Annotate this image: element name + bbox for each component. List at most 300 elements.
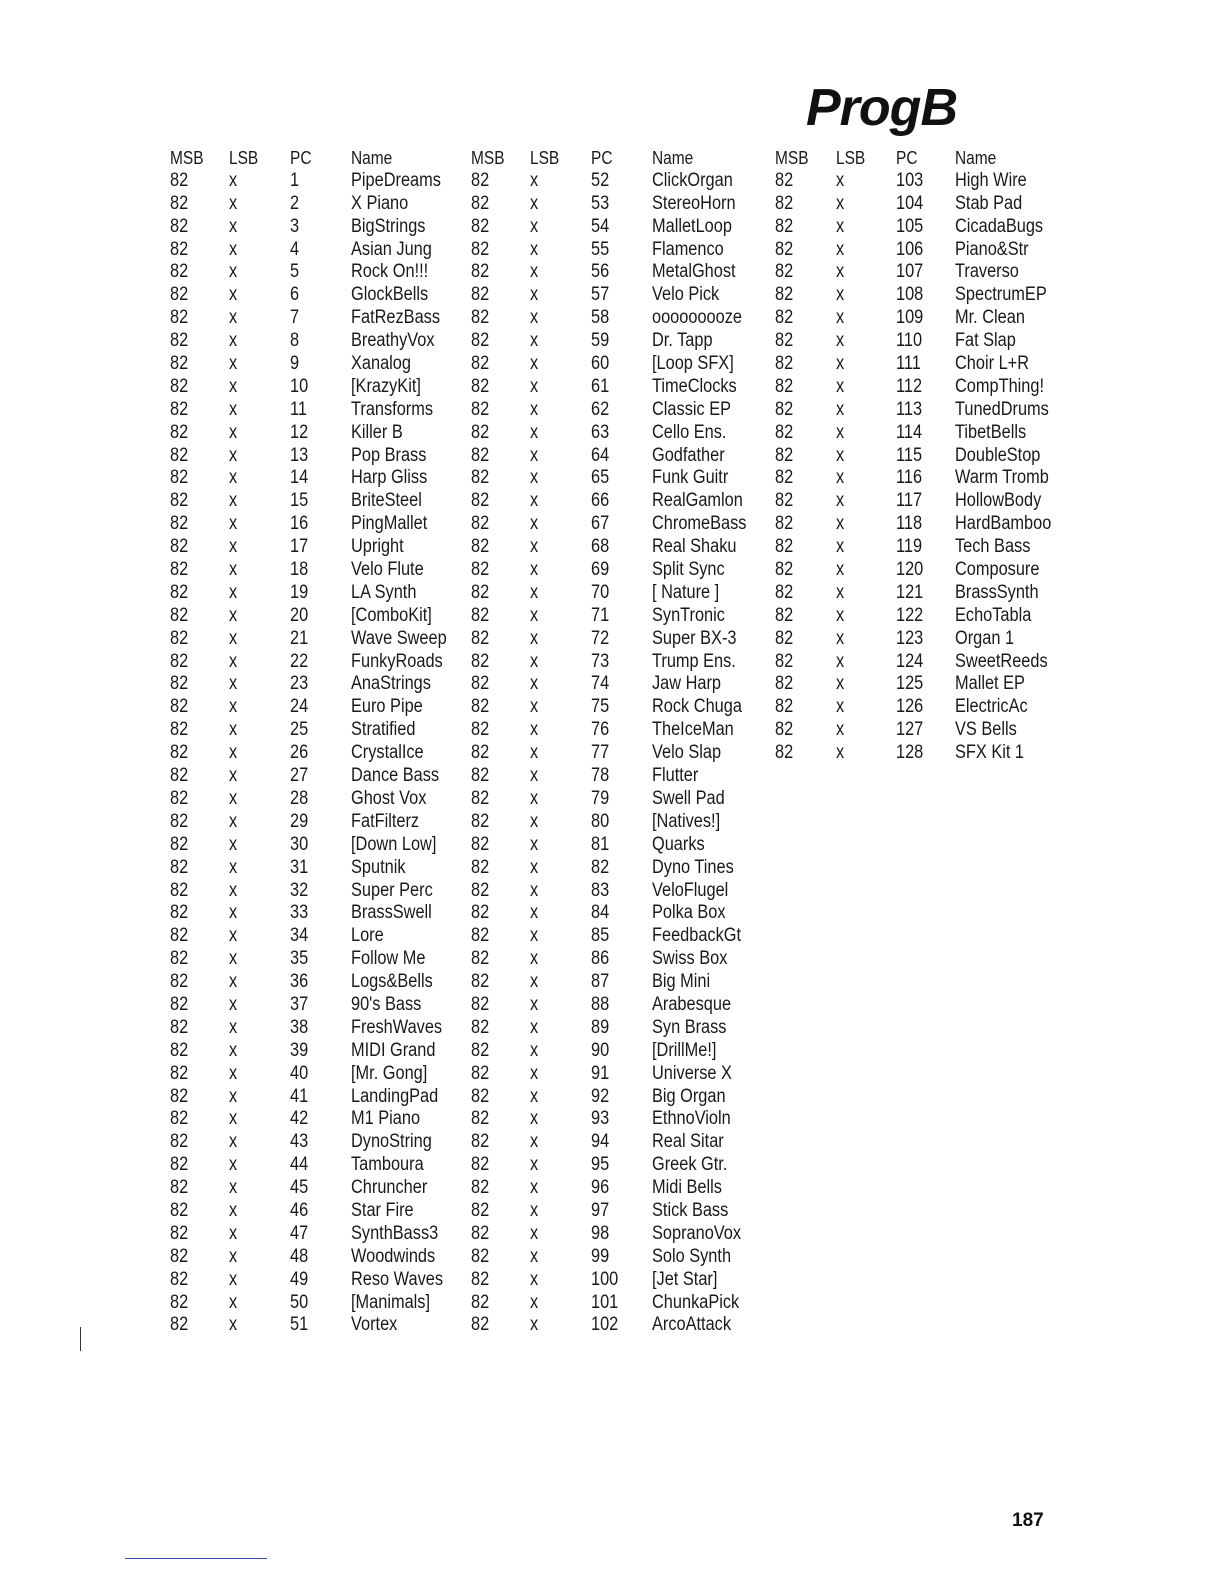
lsb-cell: x xyxy=(229,993,238,1015)
lsb-cell: x xyxy=(836,536,845,558)
msb-cell: 82 xyxy=(471,1131,490,1153)
msb-cell: 82 xyxy=(471,261,490,283)
pc-cell: 78 xyxy=(591,765,610,787)
name-cell: [ Nature ] xyxy=(652,581,720,603)
lsb-cell: x xyxy=(836,238,845,260)
pc-cell: 33 xyxy=(290,902,309,924)
msb-cell: 82 xyxy=(471,902,490,924)
lsb-cell: x xyxy=(229,513,238,535)
msb-cell: 82 xyxy=(775,719,794,741)
lsb-cell: x xyxy=(530,1039,539,1061)
name-cell: [ComboKit] xyxy=(351,604,432,626)
lsb-cell: x xyxy=(836,490,845,512)
pc-cell: 60 xyxy=(591,353,610,375)
name-cell: ElectricAc xyxy=(955,696,1028,718)
pc-cell: 95 xyxy=(591,1154,610,1176)
lsb-cell: x xyxy=(530,604,539,626)
lsb-cell: x xyxy=(229,1131,238,1153)
name-cell: Mallet EP xyxy=(955,673,1025,695)
msb-cell: 82 xyxy=(170,192,189,214)
msb-cell: 82 xyxy=(170,1016,189,1038)
name-cell: StereoHorn xyxy=(652,192,736,214)
msb-cell: 82 xyxy=(775,650,794,672)
lsb-cell: x xyxy=(530,1154,539,1176)
lsb-cell: x xyxy=(836,719,845,741)
msb-cell: 82 xyxy=(471,765,490,787)
lsb-cell: x xyxy=(530,375,539,397)
lsb-cell: x xyxy=(229,215,238,237)
msb-cell: 82 xyxy=(170,765,189,787)
msb-cell: 82 xyxy=(170,1291,189,1313)
msb-cell: 82 xyxy=(775,696,794,718)
lsb-cell: x xyxy=(530,1268,539,1290)
pc-cell: 126 xyxy=(896,696,924,718)
lsb-cell: x xyxy=(229,238,238,260)
name-cell: Dance Bass xyxy=(351,765,440,787)
name-cell: Rock On!!! xyxy=(351,261,429,283)
lsb-cell: x xyxy=(530,559,539,581)
pc-cell: 51 xyxy=(290,1314,309,1336)
lsb-cell: x xyxy=(530,1314,539,1336)
pc-cell: 82 xyxy=(591,856,610,878)
name-cell: Dyno Tines xyxy=(652,856,734,878)
header-lsb: LSB xyxy=(530,148,560,168)
name-cell: Real Shaku xyxy=(652,536,737,558)
msb-cell: 82 xyxy=(170,1085,189,1107)
pc-cell: 99 xyxy=(591,1245,610,1267)
pc-cell: 107 xyxy=(896,261,924,283)
pc-cell: 39 xyxy=(290,1039,309,1061)
pc-cell: 106 xyxy=(896,238,924,260)
lsb-cell: x xyxy=(229,490,238,512)
lsb-cell: x xyxy=(530,627,539,649)
pc-cell: 74 xyxy=(591,673,610,695)
name-cell: Transforms xyxy=(351,398,434,420)
lsb-cell: x xyxy=(530,879,539,901)
msb-cell: 82 xyxy=(471,238,490,260)
lsb-cell: x xyxy=(229,1314,238,1336)
name-cell: Dr. Tapp xyxy=(652,330,713,352)
name-cell: AnaStrings xyxy=(351,673,431,695)
name-cell: Traverso xyxy=(955,261,1019,283)
lsb-cell: x xyxy=(229,1039,238,1061)
msb-cell: 82 xyxy=(775,742,794,764)
header-lsb: LSB xyxy=(229,148,259,168)
name-cell: Trump Ens. xyxy=(652,650,736,672)
lsb-cell: x xyxy=(229,1016,238,1038)
pc-cell: 112 xyxy=(896,375,923,397)
pc-cell: 93 xyxy=(591,1108,610,1130)
lsb-cell: x xyxy=(530,467,539,489)
lsb-cell: x xyxy=(530,353,539,375)
msb-cell: 82 xyxy=(471,307,490,329)
name-cell: Universe X xyxy=(652,1062,732,1084)
pc-cell: 80 xyxy=(591,810,610,832)
lsb-cell: x xyxy=(229,1222,238,1244)
pc-cell: 103 xyxy=(896,169,924,191)
name-cell: FatFilterz xyxy=(351,810,420,832)
pc-cell: 1 xyxy=(290,169,300,191)
msb-cell: 82 xyxy=(170,307,189,329)
name-cell: Velo Pick xyxy=(652,284,720,306)
msb-cell: 82 xyxy=(170,1062,189,1084)
pc-cell: 13 xyxy=(290,444,309,466)
pc-cell: 6 xyxy=(290,284,300,306)
pc-cell: 89 xyxy=(591,1016,610,1038)
msb-cell: 82 xyxy=(471,650,490,672)
name-cell: Composure xyxy=(955,559,1040,581)
lsb-cell: x xyxy=(229,948,238,970)
msb-cell: 82 xyxy=(170,696,189,718)
page-title: ProgB xyxy=(806,79,957,137)
pc-cell: 10 xyxy=(290,375,309,397)
name-cell: Stick Bass xyxy=(652,1199,729,1221)
msb-cell: 82 xyxy=(170,1154,189,1176)
msb-cell: 82 xyxy=(471,1222,490,1244)
name-cell: CicadaBugs xyxy=(955,215,1044,237)
name-cell: LA Synth xyxy=(351,581,417,603)
msb-cell: 82 xyxy=(471,925,490,947)
pc-cell: 123 xyxy=(896,627,924,649)
pc-cell: 47 xyxy=(290,1222,309,1244)
msb-cell: 82 xyxy=(170,536,189,558)
name-cell: DynoString xyxy=(351,1131,432,1153)
header-pc: PC xyxy=(591,148,613,168)
msb-cell: 82 xyxy=(471,810,490,832)
pc-cell: 49 xyxy=(290,1268,309,1290)
msb-cell: 82 xyxy=(170,1268,189,1290)
name-cell: BrassSwell xyxy=(351,902,432,924)
pc-cell: 108 xyxy=(896,284,924,306)
name-cell: Godfather xyxy=(652,444,725,466)
lsb-cell: x xyxy=(530,536,539,558)
pc-cell: 81 xyxy=(591,833,610,855)
name-cell: MalletLoop xyxy=(652,215,732,237)
msb-cell: 82 xyxy=(775,330,794,352)
msb-cell: 82 xyxy=(471,375,490,397)
lsb-cell: x xyxy=(530,856,539,878)
msb-cell: 82 xyxy=(775,513,794,535)
lsb-cell: x xyxy=(229,261,238,283)
name-cell: Arabesque xyxy=(652,993,732,1015)
msb-cell: 82 xyxy=(471,948,490,970)
lsb-cell: x xyxy=(229,719,238,741)
name-cell: Swiss Box xyxy=(652,948,728,970)
pc-cell: 119 xyxy=(896,536,923,558)
pc-cell: 127 xyxy=(896,719,924,741)
pc-cell: 125 xyxy=(896,673,924,695)
msb-cell: 82 xyxy=(471,1016,490,1038)
msb-cell: 82 xyxy=(170,948,189,970)
name-cell: RealGamlon xyxy=(652,490,743,512)
name-cell: DoubleStop xyxy=(955,444,1041,466)
name-cell: PingMallet xyxy=(351,513,428,535)
footer-rule xyxy=(125,1558,267,1559)
msb-cell: 82 xyxy=(170,604,189,626)
lsb-cell: x xyxy=(229,673,238,695)
pc-cell: 22 xyxy=(290,650,309,672)
pc-cell: 94 xyxy=(591,1131,610,1153)
msb-cell: 82 xyxy=(775,536,794,558)
name-cell: Piano&Str xyxy=(955,238,1029,260)
lsb-cell: x xyxy=(229,1199,238,1221)
pc-cell: 42 xyxy=(290,1108,309,1130)
pc-cell: 24 xyxy=(290,696,309,718)
pc-cell: 45 xyxy=(290,1177,309,1199)
pc-cell: 27 xyxy=(290,765,309,787)
pc-cell: 52 xyxy=(591,169,610,191)
pc-cell: 15 xyxy=(290,490,309,512)
name-cell: Chruncher xyxy=(351,1177,428,1199)
lsb-cell: x xyxy=(229,353,238,375)
pc-cell: 85 xyxy=(591,925,610,947)
pc-cell: 16 xyxy=(290,513,309,535)
pc-cell: 63 xyxy=(591,421,610,443)
msb-cell: 82 xyxy=(775,215,794,237)
name-cell: CompThing! xyxy=(955,375,1045,397)
msb-cell: 82 xyxy=(775,604,794,626)
name-cell: Funk Guitr xyxy=(652,467,729,489)
msb-cell: 82 xyxy=(471,1108,490,1130)
lsb-cell: x xyxy=(530,925,539,947)
msb-cell: 82 xyxy=(170,742,189,764)
msb-cell: 82 xyxy=(471,559,490,581)
pc-cell: 86 xyxy=(591,948,610,970)
msb-cell: 82 xyxy=(471,513,490,535)
lsb-cell: x xyxy=(530,948,539,970)
lsb-cell: x xyxy=(229,1177,238,1199)
name-cell: Wave Sweep xyxy=(351,627,447,649)
name-cell: Real Sitar xyxy=(652,1131,724,1153)
pc-cell: 84 xyxy=(591,902,610,924)
lsb-cell: x xyxy=(836,398,845,420)
name-cell: Flutter xyxy=(652,765,699,787)
lsb-cell: x xyxy=(530,696,539,718)
lsb-cell: x xyxy=(836,444,845,466)
msb-cell: 82 xyxy=(471,398,490,420)
name-cell: Killer B xyxy=(351,421,403,443)
lsb-cell: x xyxy=(530,765,539,787)
name-cell: [Mr. Gong] xyxy=(351,1062,428,1084)
lsb-cell: x xyxy=(530,1199,539,1221)
lsb-cell: x xyxy=(530,1131,539,1153)
pc-cell: 56 xyxy=(591,261,610,283)
lsb-cell: x xyxy=(229,627,238,649)
pc-cell: 20 xyxy=(290,604,309,626)
pc-cell: 100 xyxy=(591,1268,619,1290)
name-cell: CrystalIce xyxy=(351,742,424,764)
header-lsb: LSB xyxy=(836,148,866,168)
lsb-cell: x xyxy=(229,307,238,329)
lsb-cell: x xyxy=(229,879,238,901)
msb-cell: 82 xyxy=(170,1314,189,1336)
lsb-cell: x xyxy=(229,536,238,558)
lsb-cell: x xyxy=(836,375,845,397)
name-cell: LandingPad xyxy=(351,1085,439,1107)
msb-cell: 82 xyxy=(471,673,490,695)
lsb-cell: x xyxy=(229,398,238,420)
lsb-cell: x xyxy=(530,993,539,1015)
msb-cell: 82 xyxy=(170,971,189,993)
lsb-cell: x xyxy=(229,169,238,191)
pc-cell: 67 xyxy=(591,513,610,535)
lsb-cell: x xyxy=(530,810,539,832)
msb-cell: 82 xyxy=(170,1177,189,1199)
name-cell: [KrazyKit] xyxy=(351,375,421,397)
lsb-cell: x xyxy=(229,375,238,397)
name-cell: Velo Slap xyxy=(652,742,722,764)
lsb-cell: x xyxy=(530,169,539,191)
pc-cell: 92 xyxy=(591,1085,610,1107)
pc-cell: 7 xyxy=(290,307,300,329)
msb-cell: 82 xyxy=(471,1314,490,1336)
lsb-cell: x xyxy=(836,673,845,695)
msb-cell: 82 xyxy=(471,169,490,191)
msb-cell: 82 xyxy=(170,169,189,191)
name-cell: [Down Low] xyxy=(351,833,437,855)
name-cell: Xanalog xyxy=(351,353,411,375)
msb-cell: 82 xyxy=(170,810,189,832)
pc-cell: 115 xyxy=(896,444,923,466)
msb-cell: 82 xyxy=(170,444,189,466)
pc-cell: 5 xyxy=(290,261,300,283)
pc-cell: 109 xyxy=(896,307,924,329)
msb-cell: 82 xyxy=(170,398,189,420)
pc-cell: 71 xyxy=(591,604,610,626)
name-cell: TimeClocks xyxy=(652,375,737,397)
msb-cell: 82 xyxy=(471,719,490,741)
name-cell: FeedbackGt xyxy=(652,925,742,947)
name-cell: Quarks xyxy=(652,833,705,855)
pc-cell: 97 xyxy=(591,1199,610,1221)
name-cell: Flamenco xyxy=(652,238,724,260)
pc-cell: 55 xyxy=(591,238,610,260)
pc-cell: 40 xyxy=(290,1062,309,1084)
pc-cell: 91 xyxy=(591,1062,610,1084)
lsb-cell: x xyxy=(530,1291,539,1313)
pc-cell: 30 xyxy=(290,833,309,855)
page-number: 187 xyxy=(1012,1510,1044,1531)
msb-cell: 82 xyxy=(471,856,490,878)
pc-cell: 77 xyxy=(591,742,610,764)
name-cell: Choir L+R xyxy=(955,353,1030,375)
name-cell: Tamboura xyxy=(351,1154,424,1176)
pc-cell: 118 xyxy=(896,513,923,535)
lsb-cell: x xyxy=(229,696,238,718)
pc-cell: 75 xyxy=(591,696,610,718)
name-cell: TibetBells xyxy=(955,421,1027,443)
msb-cell: 82 xyxy=(170,1199,189,1221)
pc-cell: 21 xyxy=(290,627,309,649)
name-cell: Sputnik xyxy=(351,856,406,878)
pc-cell: 90 xyxy=(591,1039,610,1061)
lsb-cell: x xyxy=(530,581,539,603)
lsb-cell: x xyxy=(229,925,238,947)
pc-cell: 128 xyxy=(896,742,924,764)
msb-cell: 82 xyxy=(471,192,490,214)
lsb-cell: x xyxy=(836,513,845,535)
msb-cell: 82 xyxy=(170,627,189,649)
margin-mark xyxy=(80,1327,81,1351)
msb-cell: 82 xyxy=(170,375,189,397)
name-cell: Classic EP xyxy=(652,398,731,420)
lsb-cell: x xyxy=(530,787,539,809)
lsb-cell: x xyxy=(836,627,845,649)
name-cell: Jaw Harp xyxy=(652,673,722,695)
name-cell: Swell Pad xyxy=(652,787,725,809)
msb-cell: 82 xyxy=(775,375,794,397)
name-cell: Stratified xyxy=(351,719,416,741)
pc-cell: 41 xyxy=(290,1085,309,1107)
header-msb: MSB xyxy=(471,148,505,168)
name-cell: [Jet Star] xyxy=(652,1268,718,1290)
pc-cell: 12 xyxy=(290,421,309,443)
msb-cell: 82 xyxy=(775,169,794,191)
lsb-cell: x xyxy=(836,467,845,489)
msb-cell: 82 xyxy=(775,559,794,581)
msb-cell: 82 xyxy=(170,284,189,306)
msb-cell: 82 xyxy=(170,330,189,352)
name-cell: Reso Waves xyxy=(351,1268,444,1290)
lsb-cell: x xyxy=(836,284,845,306)
lsb-cell: x xyxy=(229,330,238,352)
msb-cell: 82 xyxy=(775,307,794,329)
lsb-cell: x xyxy=(836,742,845,764)
msb-cell: 82 xyxy=(471,787,490,809)
name-cell: VeloFlugel xyxy=(652,879,729,901)
msb-cell: 82 xyxy=(471,879,490,901)
lsb-cell: x xyxy=(530,742,539,764)
name-cell: [Manimals] xyxy=(351,1291,430,1313)
name-cell: Solo Synth xyxy=(652,1245,732,1267)
msb-cell: 82 xyxy=(471,536,490,558)
name-cell: X Piano xyxy=(351,192,409,214)
lsb-cell: x xyxy=(530,1085,539,1107)
name-cell: BreathyVox xyxy=(351,330,435,352)
name-cell: Big Mini xyxy=(652,971,711,993)
pc-cell: 88 xyxy=(591,993,610,1015)
header-pc: PC xyxy=(290,148,312,168)
lsb-cell: x xyxy=(229,765,238,787)
msb-cell: 82 xyxy=(471,1291,490,1313)
msb-cell: 82 xyxy=(775,238,794,260)
msb-cell: 82 xyxy=(775,490,794,512)
lsb-cell: x xyxy=(229,467,238,489)
msb-cell: 82 xyxy=(170,650,189,672)
pc-cell: 87 xyxy=(591,971,610,993)
pc-cell: 4 xyxy=(290,238,300,260)
msb-cell: 82 xyxy=(471,604,490,626)
lsb-cell: x xyxy=(530,719,539,741)
name-cell: Super BX-3 xyxy=(652,627,737,649)
msb-cell: 82 xyxy=(170,559,189,581)
pc-cell: 111 xyxy=(896,353,921,375)
name-cell: Midi Bells xyxy=(652,1177,722,1199)
lsb-cell: x xyxy=(530,261,539,283)
msb-cell: 82 xyxy=(170,879,189,901)
pc-cell: 117 xyxy=(896,490,923,512)
msb-cell: 82 xyxy=(170,1039,189,1061)
pc-cell: 57 xyxy=(591,284,610,306)
name-cell: BriteSteel xyxy=(351,490,422,512)
name-cell: ChunkaPick xyxy=(652,1291,740,1313)
name-cell: Ghost Vox xyxy=(351,787,427,809)
pc-cell: 26 xyxy=(290,742,309,764)
lsb-cell: x xyxy=(229,1062,238,1084)
lsb-cell: x xyxy=(836,421,845,443)
name-cell: PipeDreams xyxy=(351,169,441,191)
msb-cell: 82 xyxy=(471,1039,490,1061)
